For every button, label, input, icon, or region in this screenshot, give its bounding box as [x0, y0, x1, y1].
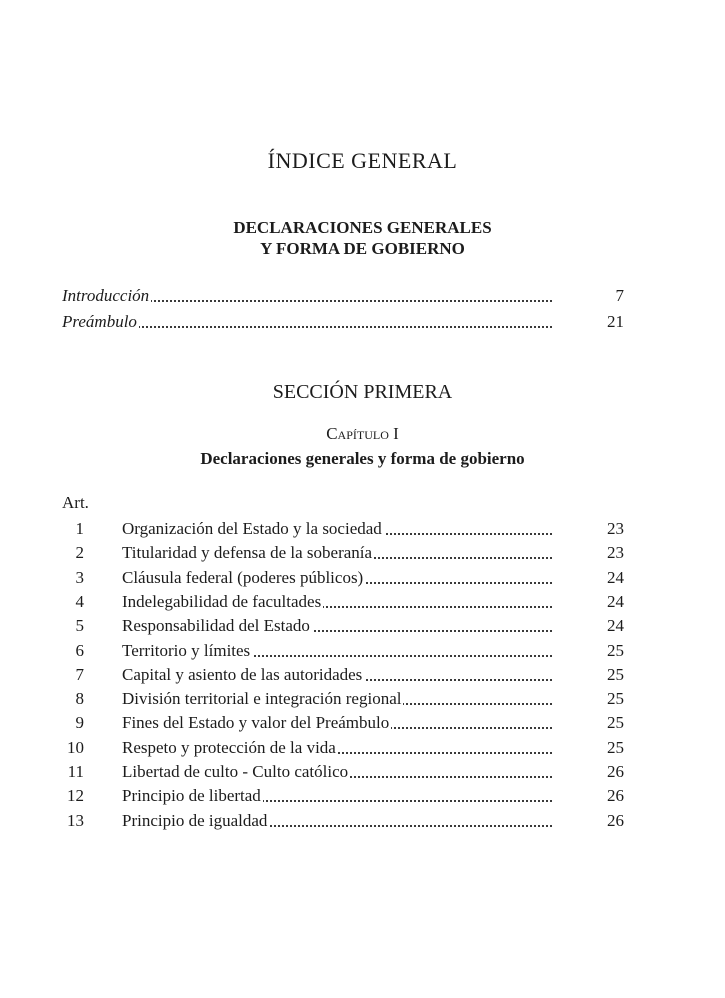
part-title-line-2: Y FORMA DE GOBIERNO — [260, 239, 465, 258]
toc-entry-text — [122, 736, 552, 760]
article-title: Principio de igualdad — [122, 810, 268, 830]
toc-article-row[interactable] — [62, 517, 624, 541]
article-number: 12 — [67, 786, 84, 806]
toc-article-row[interactable] — [62, 736, 624, 760]
toc-page-number: 23 — [607, 543, 624, 563]
article-title: Organización del Estado y la sociedad — [122, 519, 382, 538]
article-number: 13 — [67, 810, 84, 830]
toc-article-row[interactable] — [62, 809, 624, 833]
toc-page-number: 26 — [607, 810, 624, 830]
article-number: 10 — [67, 737, 84, 757]
article-number: 1 — [75, 519, 84, 538]
article-number: 3 — [75, 567, 84, 587]
toc-page-number: 26 — [607, 762, 624, 781]
part-title-line-1: DECLARACIONES GENERALES — [233, 218, 492, 237]
toc-article-row[interactable] — [62, 541, 624, 565]
toc-page-number: 25 — [607, 689, 624, 709]
toc-entry-text — [122, 687, 552, 711]
article-title: División territorial e integración regional — [122, 689, 402, 709]
toc-entry-text — [122, 711, 552, 735]
toc-article-row[interactable] — [62, 590, 624, 614]
article-title: Capital y asiento de las autoridades — [122, 664, 363, 684]
article-title: Responsabilidad del Estado — [122, 616, 310, 636]
article-title: Territorio y límites — [122, 640, 251, 660]
toc-page-number: 25 — [607, 737, 624, 757]
toc-page-number: 21 — [607, 312, 624, 331]
toc-entry-text — [122, 809, 552, 833]
page-title: ÍNDICE GENERAL — [267, 148, 458, 173]
toc-page-number: 25 — [607, 713, 624, 733]
articles-column-label: Art. — [62, 493, 89, 512]
article-title: Principio de libertad — [122, 786, 261, 806]
toc-page-number: 24 — [607, 567, 624, 587]
article-number: 8 — [75, 689, 84, 709]
toc-entry-text — [122, 517, 552, 541]
article-title: Respeto y protección de la vida — [122, 737, 336, 757]
article-number: 6 — [75, 640, 84, 660]
part-title — [0, 217, 725, 259]
toc-entry-text — [122, 590, 552, 614]
article-number: 7 — [75, 664, 84, 684]
chapter-label: Capítulo I — [326, 424, 399, 443]
toc-entry-introduccion[interactable] — [62, 284, 624, 308]
article-title: Titularidad y defensa de la soberanía — [122, 543, 373, 563]
toc-entry-text — [62, 284, 552, 308]
article-number: 9 — [75, 713, 84, 733]
toc-entry-text — [122, 541, 552, 565]
toc-entry-preambulo[interactable] — [62, 310, 624, 334]
chapter-title: Declaraciones generales y forma de gobierno — [200, 449, 525, 468]
article-number: 4 — [75, 591, 84, 611]
toc-entry-text — [62, 310, 552, 334]
article-title: Cláusula federal (poderes públicos) — [122, 567, 364, 587]
article-title: Fines del Estado y valor del Preámbulo — [122, 713, 390, 733]
toc-article-row[interactable] — [62, 687, 624, 711]
toc-article-row[interactable] — [62, 566, 624, 590]
toc-page-number: 25 — [607, 664, 624, 684]
article-title: Libertad de culto - Culto católico — [122, 762, 349, 781]
section-title: SECCIÓN PRIMERA — [272, 381, 453, 403]
toc-page-number: 23 — [607, 519, 624, 538]
article-number: 11 — [67, 762, 84, 781]
toc-entry-text — [122, 663, 552, 687]
toc-entry-text — [122, 639, 552, 663]
toc-page-number: 26 — [607, 786, 624, 806]
toc-article-row[interactable] — [62, 639, 624, 663]
article-number: 5 — [75, 616, 84, 636]
toc-entry-text — [122, 760, 552, 784]
toc-article-row[interactable] — [62, 784, 624, 808]
toc-article-row[interactable] — [62, 614, 624, 638]
article-title: Indelegabilidad de facultades — [122, 591, 322, 611]
toc-page-number: 24 — [607, 616, 624, 636]
toc-entry-text — [122, 566, 552, 590]
toc-entry-text — [122, 784, 552, 808]
toc-page-number: 25 — [607, 640, 624, 660]
toc-entry-label: Introducción — [62, 286, 150, 305]
toc-entry-text — [122, 614, 552, 638]
toc-article-row[interactable] — [62, 711, 624, 735]
toc-article-row[interactable] — [62, 663, 624, 687]
toc-entry-label: Preámbulo — [62, 312, 137, 331]
toc-page-number: 24 — [607, 591, 624, 611]
toc-article-row[interactable] — [62, 760, 624, 784]
article-number: 2 — [75, 543, 84, 563]
toc-page-number: 7 — [615, 286, 624, 305]
